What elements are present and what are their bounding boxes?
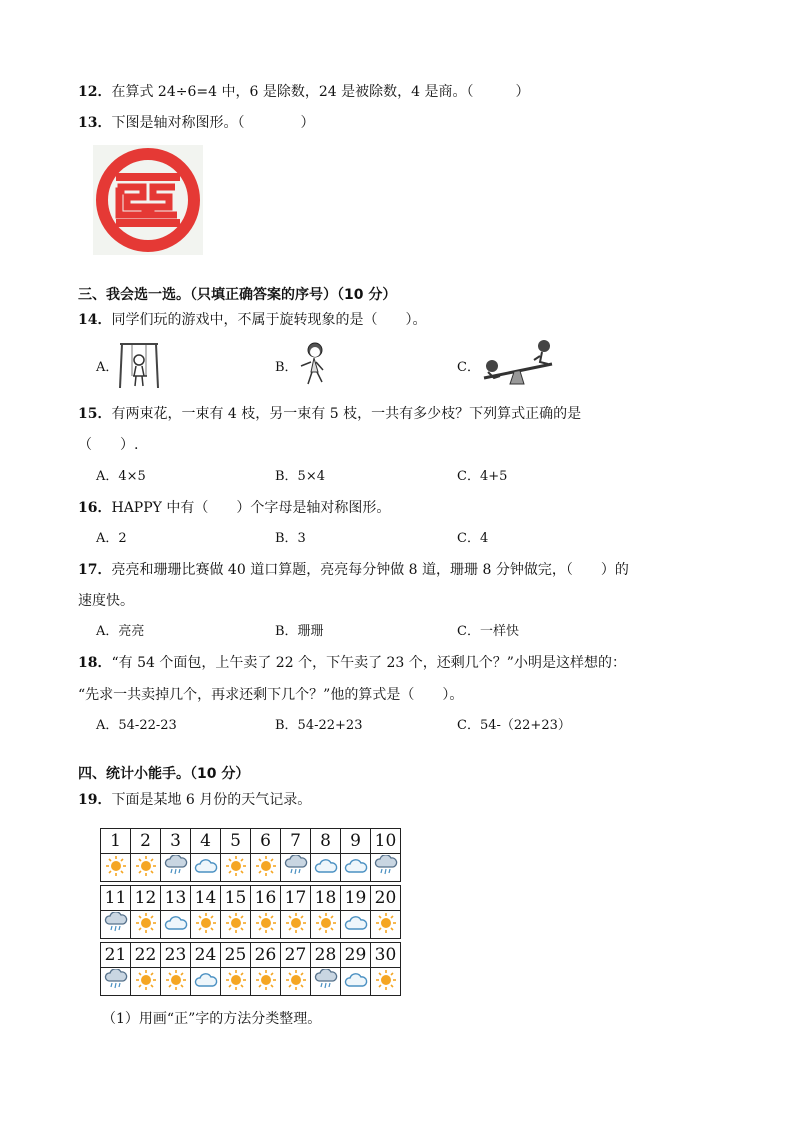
sunny-icon: [251, 854, 281, 882]
option-b-label: B．: [275, 360, 298, 375]
question-19-part-1: （1）用画“正”字的方法分类整理。: [102, 1011, 322, 1027]
day-number: 30: [371, 943, 401, 968]
day-number: 1: [101, 829, 131, 854]
sunny-icon: [221, 911, 251, 939]
bank-logo-image: [93, 145, 203, 255]
sunny-icon: [281, 968, 311, 996]
day-number: 5: [221, 829, 251, 854]
rainy-icon: [101, 911, 131, 939]
rainy-icon: [101, 968, 131, 996]
question-17-continued: 速度快。: [78, 593, 134, 609]
rainy-icon: [371, 854, 401, 882]
option-a: A．2: [96, 531, 127, 546]
sunny-icon: [311, 911, 341, 939]
day-number: 10: [371, 829, 401, 854]
sunny-icon: [251, 968, 281, 996]
question-text: 下图是轴对称图形。（ ）: [111, 115, 315, 131]
question-number: 15．: [78, 406, 112, 422]
option-c: C．54-（22+23）: [457, 718, 571, 733]
day-number: 29: [341, 943, 371, 968]
cloudy-icon: [161, 911, 191, 939]
weather-row: [101, 968, 401, 996]
sunny-icon: [251, 911, 281, 939]
day-number: 13: [161, 886, 191, 911]
option-a-label: A．: [96, 360, 119, 375]
option-c: C．4: [457, 531, 489, 546]
swing-picture: [118, 340, 160, 390]
sunny-icon: [221, 854, 251, 882]
cloudy-icon: [311, 854, 341, 882]
question-15: [78, 405, 581, 423]
sunny-icon: [161, 968, 191, 996]
question-text: 在算式 24÷6=4 中，6 是除数，24 是被除数，4 是商。（ ）: [111, 84, 530, 100]
day-number: 2: [131, 829, 161, 854]
date-row: [101, 943, 401, 968]
running-child-picture: [296, 340, 330, 388]
question-12: [78, 83, 529, 101]
question-text: 有两束花，一束有 4 枝，另一束有 5 枝，一共有多少枝？下列算式正确的是: [111, 406, 582, 422]
sunny-icon: [101, 854, 131, 882]
day-number: 9: [341, 829, 371, 854]
day-number: 15: [221, 886, 251, 911]
cloudy-icon: [191, 854, 221, 882]
cloudy-icon: [341, 854, 371, 882]
question-number: 14．: [78, 312, 112, 328]
section-4-title: 四、统计小能手。（10 分）: [78, 766, 250, 782]
question-text: 同学们玩的游戏中，不属于旋转现象的是（ ）。: [111, 312, 427, 328]
question-number: 13．: [78, 115, 112, 131]
option-c-label: C．: [457, 360, 480, 375]
option-b: B．5×4: [275, 469, 325, 484]
day-number: 14: [191, 886, 221, 911]
option-b: B．54-22+23: [275, 718, 363, 733]
question-text: 亮亮和珊珊比赛做 40 道口算题，亮亮每分钟做 8 道，珊珊 8 分钟做完，（ ）的: [111, 562, 629, 578]
sunny-icon: [191, 911, 221, 939]
cloudy-icon: [341, 911, 371, 939]
weather-row: [101, 911, 401, 939]
question-text: 下面是某地 6 月份的天气记录。: [111, 792, 312, 808]
option-a: A．54-22-23: [96, 718, 177, 733]
day-number: 25: [221, 943, 251, 968]
question-15-continued: （ ）.: [78, 437, 139, 453]
option-b: B．3: [275, 531, 306, 546]
question-text: HAPPY 中有（ ）个字母是轴对称图形。: [111, 500, 391, 516]
question-number: 12．: [78, 84, 112, 100]
seesaw-picture: [478, 338, 558, 388]
option-b: B．珊珊: [275, 624, 324, 639]
rainy-icon: [311, 968, 341, 996]
question-14: [78, 311, 426, 329]
weather-record-table: [100, 828, 401, 996]
date-row: [101, 829, 401, 854]
day-number: 3: [161, 829, 191, 854]
sunny-icon: [131, 854, 161, 882]
question-number: 16．: [78, 500, 112, 516]
day-number: 28: [311, 943, 341, 968]
question-18: [78, 654, 626, 672]
option-a: A．亮亮: [96, 624, 145, 639]
question-number: 17．: [78, 562, 112, 578]
date-row: [101, 886, 401, 911]
day-number: 20: [371, 886, 401, 911]
question-number: 19．: [78, 792, 112, 808]
day-number: 17: [281, 886, 311, 911]
question-13: [78, 114, 314, 132]
sunny-icon: [221, 968, 251, 996]
rainy-icon: [281, 854, 311, 882]
day-number: 18: [311, 886, 341, 911]
day-number: 23: [161, 943, 191, 968]
weather-row: [101, 854, 401, 882]
icbc-logo-icon: [93, 145, 203, 255]
rainy-icon: [161, 854, 191, 882]
option-a: A．4×5: [96, 469, 146, 484]
day-number: 6: [251, 829, 281, 854]
day-number: 8: [311, 829, 341, 854]
day-number: 11: [101, 886, 131, 911]
question-18-continued: “先求一共卖掉几个，再求还剩下几个？”他的算式是（ ）。: [78, 687, 464, 703]
section-3-title: 三、我会选一选。（只填正确答案的序号）（10 分）: [78, 287, 397, 303]
question-16: [78, 499, 390, 517]
sunny-icon: [131, 968, 161, 996]
question-19: [78, 791, 311, 809]
sunny-icon: [131, 911, 161, 939]
day-number: 27: [281, 943, 311, 968]
day-number: 12: [131, 886, 161, 911]
question-text: “有 54 个面包，上午卖了 22 个，下午卖了 23 个，还剩几个？”小明是这样想的：: [111, 655, 626, 671]
day-number: 16: [251, 886, 281, 911]
sunny-icon: [281, 911, 311, 939]
day-number: 24: [191, 943, 221, 968]
question-17: [78, 561, 629, 579]
day-number: 21: [101, 943, 131, 968]
question-number: 18．: [78, 655, 112, 671]
day-number: 19: [341, 886, 371, 911]
option-c: C．4+5: [457, 469, 508, 484]
day-number: 4: [191, 829, 221, 854]
option-c: C．一样快: [457, 624, 519, 639]
sunny-icon: [371, 968, 401, 996]
cloudy-icon: [191, 968, 221, 996]
cloudy-icon: [341, 968, 371, 996]
sunny-icon: [371, 911, 401, 939]
day-number: 22: [131, 943, 161, 968]
day-number: 26: [251, 943, 281, 968]
day-number: 7: [281, 829, 311, 854]
